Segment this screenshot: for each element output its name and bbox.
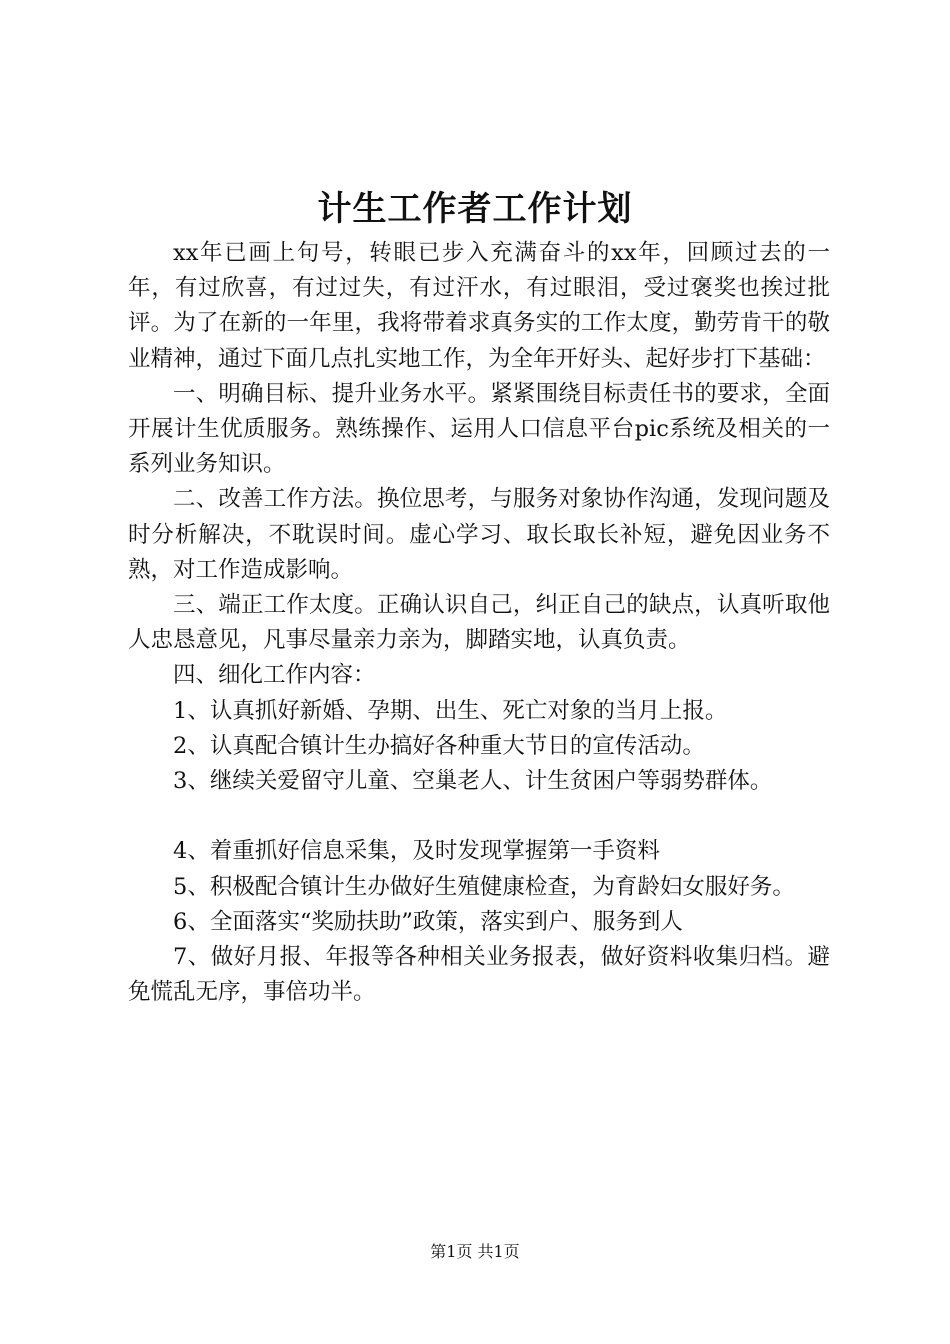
- document-title: 计生工作者工作计划: [317, 189, 633, 229]
- list-item-1: 1、认真抓好新婚、孕期、出生、死亡对象的当月上报。: [173, 697, 728, 724]
- section-three-paragraph: 三、端正工作太度。正确认识自己，纠正自己的缺点，认真听取他人忠恳意见，凡事尽量亲力亲为，脚踏实地，认真负责。: [128, 592, 830, 654]
- intro-paragraph: xx年已画上句号，转眼已步入充满奋斗的xx年，回顾过去的一年，有过欣喜，有过过失，有过汗水，有过眼泪，受过褒奖也挨过批评。为了在新的一年里，我将带着求真务实的工作太度，勤劳肯干的敬业精神，通过下面几点扎实地工作，为全年开好头、起好步打下基础：: [128, 240, 830, 372]
- list-item-5: 5、积极配合镇计生办做好生殖健康检查，为育龄妇女服好务。: [173, 873, 795, 900]
- section-two-paragraph: 二、改善工作方法。换位思考，与服务对象协作沟通，发现问题及时分析解决，不耽误时间。虚心学习、取长取长补短，避免因业务不熟，对工作造成影响。: [128, 486, 830, 583]
- list-item-7: 7、做好月报、年报等各种相关业务报表，做好资料收集归档。避免慌乱无序，事倍功半。: [128, 944, 830, 1006]
- section-one-paragraph: 一、明确目标、提升业务水平。紧紧围绕目标责任书的要求，全面开展计生优质服务。熟练操作、运用人口信息平台pic系统及相关的一系列业务知识。: [128, 380, 830, 478]
- list-item-2: 2、认真配合镇计生办搞好各种重大节日的宣传活动。: [173, 732, 705, 759]
- section-four-heading: 四、细化工作内容：: [173, 662, 376, 689]
- list-item-4: 4、着重抓好信息采集，及时发现掌握第一手资料: [173, 838, 660, 865]
- blank-line: [128, 799, 830, 834]
- list-item-3: 3、继续关爱留守儿童、空巢老人、计生贫困户等弱势群体。: [173, 768, 773, 795]
- list-item-6: 6、全面落实“奖励扶助”政策，落实到户、服务到人: [173, 908, 683, 935]
- document-body: [128, 236, 830, 1010]
- page-footer: 第1页 共1页: [430, 1242, 520, 1261]
